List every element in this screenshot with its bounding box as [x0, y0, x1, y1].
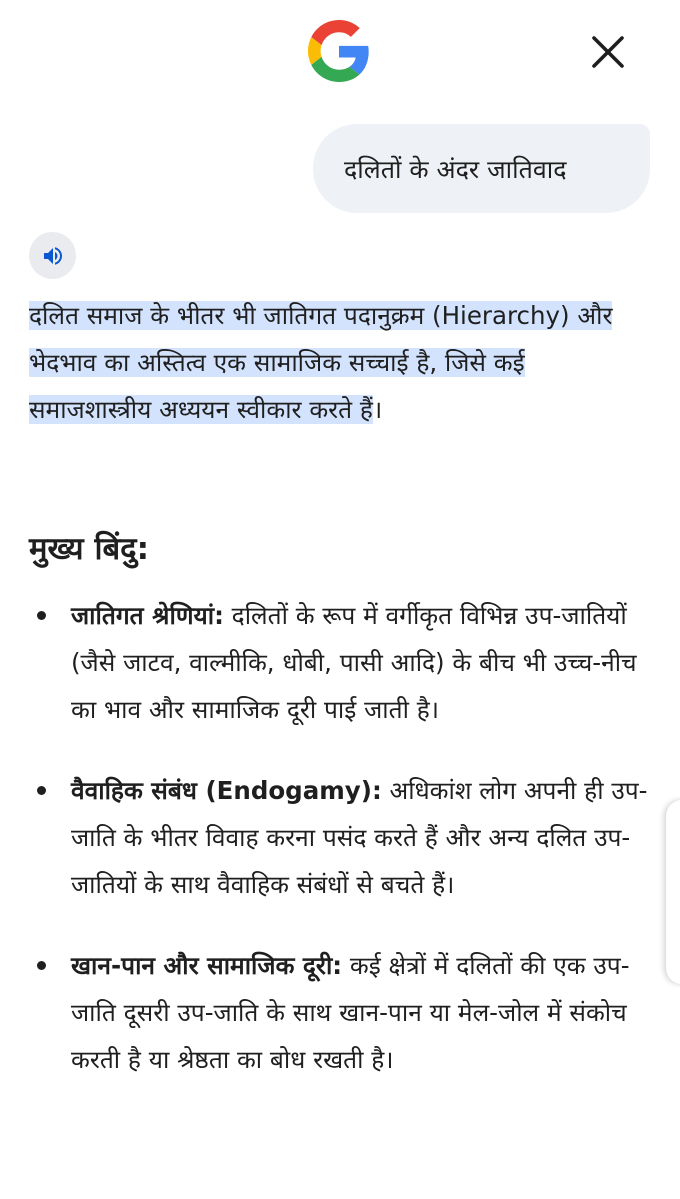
answer-intro-highlighted-text: दलित समाज के भीतर भी जातिगत पदानुक्रम (Hierarchy) और भेदभाव का अस्तित्व एक सामाजिक सच्चाई है, जिसे कई समाजशास्त्रीय अध्ययन स्वीकार करते हैं — [29, 301, 613, 424]
user-query-bubble — [313, 124, 650, 213]
list-item-term: जातिगत श्रेणियां: — [71, 601, 224, 630]
list-item — [33, 592, 658, 733]
list-item-text: दलितों के रूप में वर्गीकृत विभिन्न उप-जातियों (जैसे जाटव, वाल्मीकि, धोबी, पासी आदि) के बीच भी उच्च-नीच का भाव और सामाजिक दूरी पाई जाती है। — [71, 601, 637, 724]
read-aloud-button[interactable] — [29, 232, 76, 279]
answer-intro-end: । — [372, 395, 383, 424]
key-points-list — [33, 592, 658, 1117]
list-item — [33, 942, 658, 1083]
list-item-text: कई क्षेत्रों में दलितों की एक उप-जाति दूसरी उप-जाति के साथ खान-पान या मेल-जोल में संकोच करती है या श्रेष्ठता का बोध रखती है। — [71, 951, 630, 1074]
list-item-term: वैवाहिक संबंध (Endogamy): — [71, 776, 382, 805]
close-icon — [591, 35, 625, 69]
speaker-icon — [41, 244, 65, 268]
close-button[interactable] — [582, 26, 634, 78]
list-item — [33, 767, 658, 908]
list-item-term: खान-पान और सामाजिक दूरी: — [71, 951, 343, 980]
user-query-text: दलितों के अंदर जातिवाद — [344, 154, 567, 184]
list-item-text: अधिकांश लोग अपनी ही उप-जाति के भीतर विवाह करना पसंद करते हैं और अन्य दलित उप-जातियों के साथ वैवाहिक संबंधों से बचते हैं। — [71, 776, 648, 899]
side-scroll-handle[interactable] — [666, 800, 680, 984]
answer-intro-paragraph — [29, 292, 654, 433]
google-g-logo-icon[interactable] — [308, 20, 370, 82]
section-heading: मुख्य बिंदु: — [29, 531, 150, 567]
